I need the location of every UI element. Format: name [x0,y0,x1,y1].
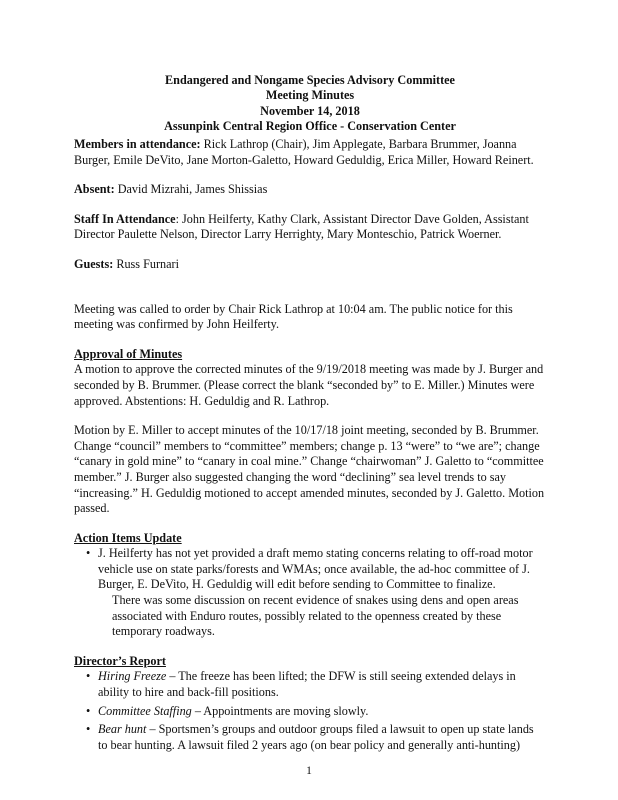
directors-report-heading: Director’s Report [74,653,166,668]
list-item [74,704,546,720]
approval-paragraph-1: A motion to approve the corrected minutes of the 9/19/2018 meeting was made by J. Burger and seconded by B. Brummer. (Please correct the blank “seconded by” to E. Miller.) Minutes were approved. Abstentions: H. Geduldig and R. Lathrop. [74,362,544,408]
staff-list: : John Heilferty, Kathy Clark, Assistant Director Dave Golden, Assistant Director Paulette Nelson, Director Larry Herrighty, Mary Monteschio, Patrick Woerner. [74,211,529,242]
guests-label: Guests: [74,256,114,271]
list-item [74,669,546,700]
item-term: Committee Staffing [98,703,192,718]
bullet-icon: • [86,722,91,737]
meeting-location: Assunpink Central Region Office - Conservation Center [164,119,456,134]
absent-paragraph [74,182,546,198]
action-items-heading: Action Items Update [74,530,182,545]
document-title: Meeting Minutes [265,88,355,103]
absent-label: Absent: [74,182,115,197]
action-item-text: J. Heilferty has not yet provided a draft memo stating concerns relating to off-road motor vehicle use on state parks/forests and WMAs; once available, the ad-hoc committee of J. Burger, E. DeVito, H. Geduldig will edit before sending to Committee to finalize. [98,546,533,592]
guests-paragraph [74,257,546,273]
absent-list: David Mizrahi, James Shissias [114,182,268,197]
approval-heading: Approval of Minutes [74,346,183,361]
document-body [74,137,546,753]
bullet-icon: • [86,669,91,684]
meeting-date: November 14, 2018 [260,103,360,118]
members-paragraph [74,137,546,168]
list-item [74,546,546,593]
document-header [74,73,546,135]
item-term: Hiring Freeze [98,669,167,684]
item-text: – Sportsmen’s groups and outdoor groups filed a lawsuit to open up state lands to bear hunting. A lawsuit filed 2 years ago (on bear policy and generally anti-hunting) [98,722,534,752]
bullet-icon: • [86,703,91,718]
item-text: – The freeze has been lifted; the DFW is still seeing extended delays in ability to hire and back-fill positions. [98,669,516,700]
item-term: Bear hunt [98,722,147,737]
staff-paragraph [74,212,546,243]
action-items-list [74,546,546,593]
call-to-order-paragraph: Meeting was called to order by Chair Rick Lathrop at 10:04 am. The public notice for this meeting was confirmed by John Heilferty. [74,301,513,332]
directors-report-list [74,669,546,753]
page-number: 1 [306,765,312,777]
staff-label: Staff In Attendance [74,211,176,226]
bullet-icon: • [86,546,91,561]
item-text: – Appointments are moving slowly. [191,703,369,718]
approval-paragraph-2: Motion by E. Miller to accept minutes of the 10/17/18 joint meeting, seconded by B. Brummer. Change “council” members to “committee” members; change p. 13 “were” to “we are”; change “canary in gold mine” to “canary in coal mine.” Change “chairwoman” J. Galetto to “committee member.” J. Burger also suggested changing the word “declining” sea level trends to say “increasing.” H. Geduldig motioned to accept amended minutes, seconded by J. Galetto. Motion passed. [74,423,545,516]
guests-list: Russ Furnari [113,256,179,271]
list-item [74,722,546,753]
action-items-subparagraph: There was some discussion on recent evidence of snakes using dens and open areas associated with Enduro routes, possibly related to the openness created by these temporary roadways. [112,593,519,639]
members-list: Rick Lathrop (Chair), Jim Applegate, Barbara Brummer, Joanna Burger, Emile DeVito, Jane Morton-Galetto, Howard Geduldig, Erica Miller, Howard Reinert. [74,137,534,167]
committee-title: Endangered and Nongame Species Advisory Committee [165,73,455,87]
members-label: Members in attendance: [74,137,201,151]
